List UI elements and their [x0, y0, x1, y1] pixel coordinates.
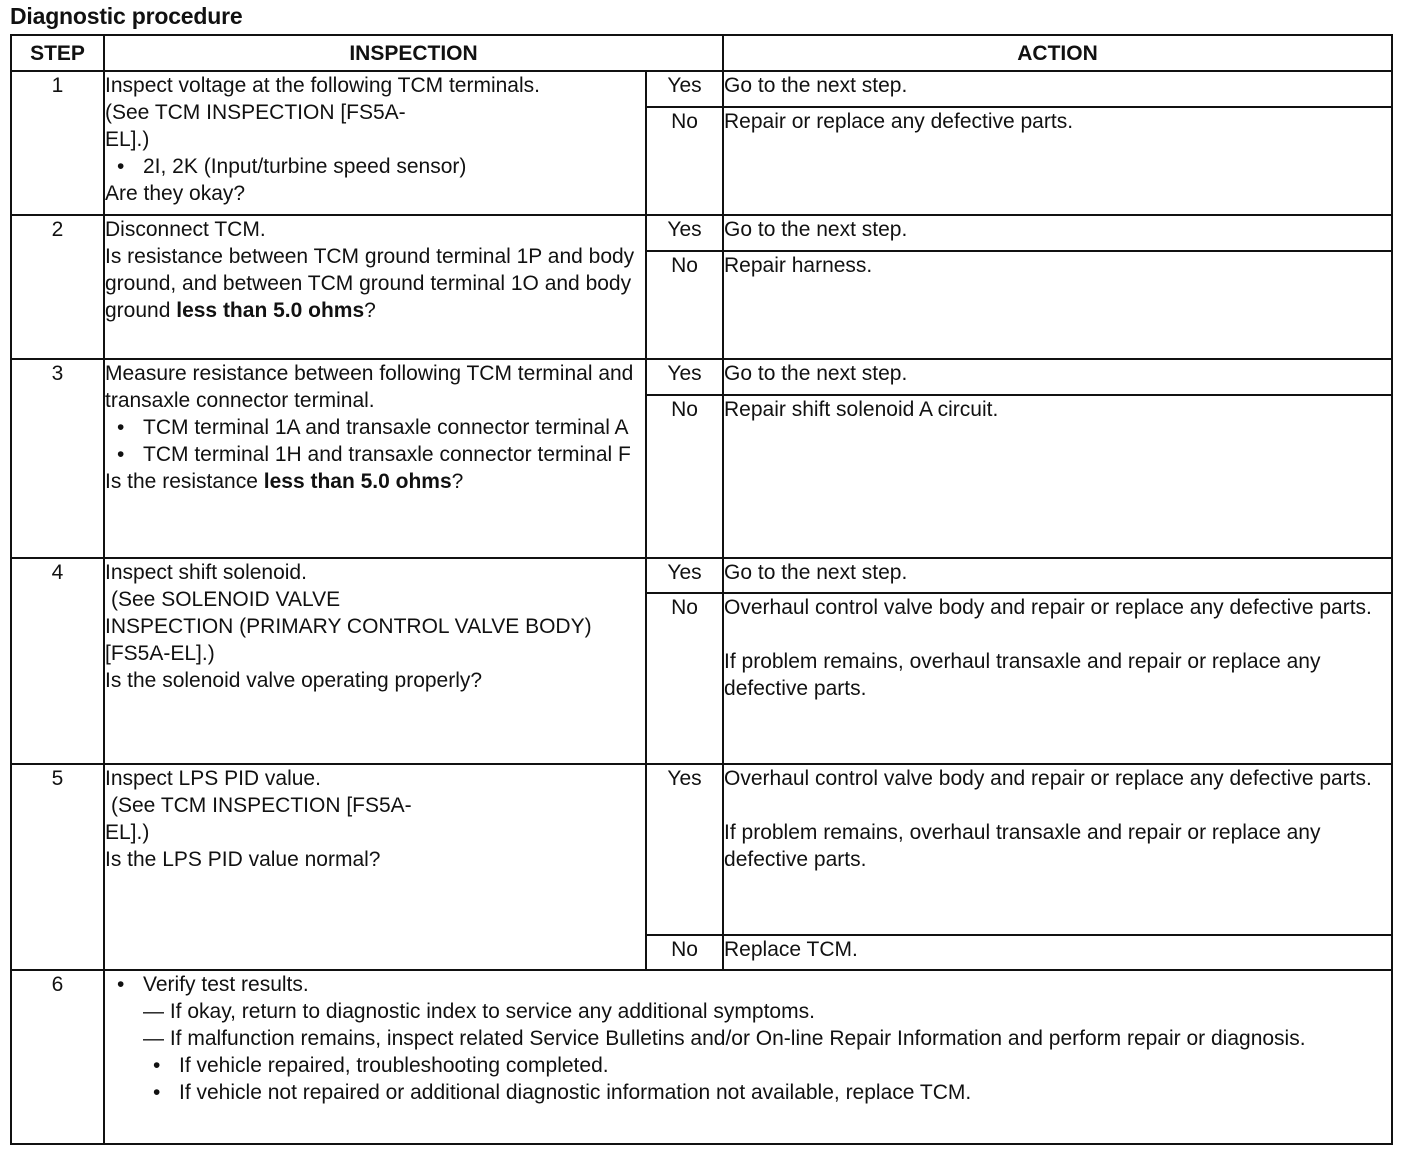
no-label: No: [646, 935, 723, 970]
inspection-text: EL].): [105, 128, 150, 151]
no-label: No: [646, 251, 723, 359]
no-action: Repair harness.: [723, 251, 1392, 359]
inspection-cell: [104, 970, 1392, 1144]
yes-label: Yes: [646, 359, 723, 395]
table-row: [11, 764, 1392, 935]
inspection-cell: [104, 215, 646, 359]
table-row: [11, 558, 1392, 593]
page-title: Diagnostic procedure: [10, 3, 243, 29]
header-inspection: INSPECTION: [104, 35, 723, 71]
step-number: 6: [11, 970, 104, 1144]
table-row: [11, 970, 1392, 1144]
inspection-cell: [104, 359, 646, 558]
action-text: Overhaul control valve body and repair or replace any defective parts.: [724, 596, 1372, 619]
no-label: No: [646, 395, 723, 558]
step-number: 1: [11, 71, 104, 215]
inspection-subbullet: • If vehicle repaired, troubleshooting completed.: [105, 1052, 1391, 1079]
inspection-cell: [104, 71, 646, 215]
inspection-cell: [104, 558, 646, 764]
inspection-bullet: • TCM terminal 1H and transaxle connector terminal F: [105, 441, 645, 468]
yes-label: Yes: [646, 558, 723, 593]
inspection-cell: [104, 764, 646, 970]
yes-action: Go to the next step.: [723, 215, 1392, 251]
yes-action: Go to the next step.: [723, 558, 1392, 593]
diagnostic-table: [10, 34, 1393, 1145]
no-action: Replace TCM.: [723, 935, 1392, 970]
inspection-bullet: • TCM terminal 1A and transaxle connector terminal A: [105, 414, 645, 441]
table-row: [11, 71, 1392, 107]
step-number: 4: [11, 558, 104, 764]
yes-action: [723, 764, 1392, 935]
yes-action: Go to the next step.: [723, 359, 1392, 395]
inspection-question: Is the solenoid valve operating properly?: [105, 669, 483, 692]
inspection-question: Is the LPS PID value normal?: [105, 848, 381, 871]
yes-label: Yes: [646, 764, 723, 935]
yes-label: Yes: [646, 71, 723, 107]
inspection-subitem: — If okay, return to diagnostic index to service any additional symptoms.: [143, 1000, 815, 1023]
header-action: ACTION: [723, 35, 1392, 71]
inspection-bullet: • Verify test results.: [105, 971, 1391, 998]
no-action: Repair shift solenoid A circuit.: [723, 395, 1392, 558]
inspection-text: EL].): [105, 821, 150, 844]
action-text: If problem remains, overhaul transaxle and repair or replace any defective parts.: [724, 650, 1321, 700]
action-text: Overhaul control valve body and repair or replace any defective parts.: [724, 767, 1372, 790]
table-row: [11, 359, 1392, 395]
inspection-text: Disconnect TCM.: [105, 218, 266, 241]
inspection-bullet: • 2I, 2K (Input/turbine speed sensor): [105, 153, 645, 180]
inspection-text: (See SOLENOID VALVE: [111, 588, 341, 611]
step-number: 3: [11, 359, 104, 558]
table-row: [11, 215, 1392, 251]
header-row: [11, 35, 1392, 71]
inspection-question: Is resistance between TCM ground terminal 1P and body ground, and between TCM ground terminal 1O and body ground less than 5.0 ohms?: [105, 245, 635, 322]
inspection-text: Inspect LPS PID value.: [105, 767, 321, 790]
no-action: [723, 593, 1392, 764]
yes-action: Go to the next step.: [723, 71, 1392, 107]
no-action: Repair or replace any defective parts.: [723, 107, 1392, 215]
step-number: 2: [11, 215, 104, 359]
no-label: No: [646, 593, 723, 764]
step-number: 5: [11, 764, 104, 970]
inspection-text: (See TCM INSPECTION [FS5A-: [105, 101, 406, 124]
inspection-subbullet: • If vehicle not repaired or additional diagnostic information not available, replace TCM.: [105, 1079, 1391, 1106]
header-step: STEP: [11, 35, 104, 71]
inspection-text: INSPECTION (PRIMARY CONTROL VALVE BODY) [FS5A-EL].): [105, 615, 592, 665]
inspection-subitem: — If malfunction remains, inspect related Service Bulletins and/or On-line Repair Information and perform repair or diagnosis.: [143, 1027, 1306, 1050]
inspection-text: Inspect voltage at the following TCM terminals.: [105, 74, 540, 97]
action-text: If problem remains, overhaul transaxle and repair or replace any defective parts.: [724, 821, 1321, 871]
inspection-question: Are they okay?: [105, 182, 246, 205]
inspection-text: Measure resistance between following TCM terminal and transaxle connector terminal.: [105, 362, 634, 412]
no-label: No: [646, 107, 723, 215]
inspection-text: (See TCM INSPECTION [FS5A-: [111, 794, 412, 817]
inspection-text: Inspect shift solenoid.: [105, 561, 307, 584]
yes-label: Yes: [646, 215, 723, 251]
inspection-question: Is the resistance less than 5.0 ohms?: [105, 470, 464, 493]
